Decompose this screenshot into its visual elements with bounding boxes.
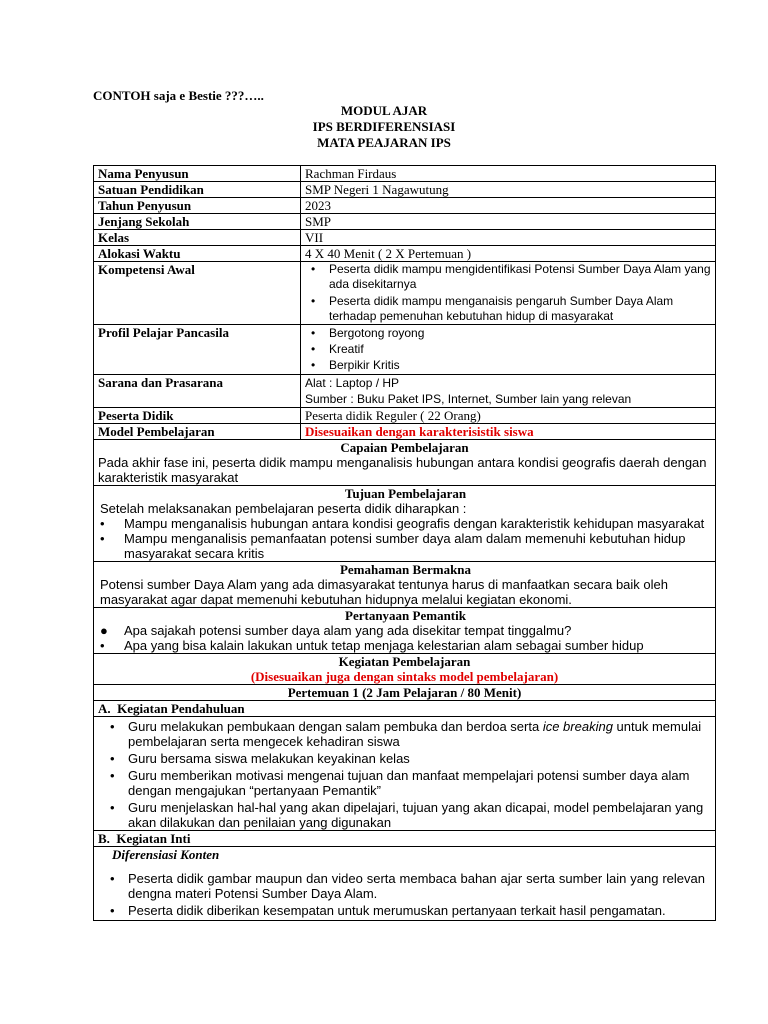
- kegiatan-heading: Kegiatan Pembelajaran: [338, 654, 471, 669]
- bullet-icon: •: [311, 326, 316, 340]
- kompetensi-item: Peserta didik mampu menganaisis pengaruh Sumber Daya Alam terhadap pemenuhan kebutuhan hidup di masyarakat: [329, 294, 674, 323]
- pemahaman-cell: [94, 562, 716, 608]
- label-satuan: Satuan Pendidikan: [94, 182, 301, 198]
- diferensiasi-konten-heading: Diferensiasi Konten: [112, 847, 220, 862]
- pertanyaan-cell: [94, 608, 716, 654]
- capaian-cell: [94, 440, 716, 486]
- kegiatan-subheading: (Disesuaikan juga dengan sintaks model pembelajaran): [250, 669, 559, 684]
- section-pertanyaan: [94, 608, 716, 654]
- label-alokasi: Alokasi Waktu: [94, 246, 301, 262]
- row-kompetensi: [94, 262, 716, 325]
- pendahuluan-heading: A. Kegiatan Pendahuluan: [94, 701, 716, 717]
- title-modul: MODUL AJAR: [340, 103, 428, 118]
- pertemuan-1-heading: Pertemuan 1 (2 Jam Pelajaran / 80 Menit): [94, 685, 716, 701]
- pemahaman-text: Potensi sumber Daya Alam yang ada dimasyarakat tentunya harus di manfaatkan secara baik oleh masyarakat agar dapat memenuhi kebutuhan hidupnya melalui kegiatan ekonomi.: [100, 577, 668, 607]
- row-nama-penyusun: [94, 166, 716, 182]
- pertanyaan-heading: Pertanyaan Pemantik: [345, 608, 466, 623]
- value-kompetensi: [301, 262, 716, 325]
- pendahuluan-item: Guru menjelaskan hal-hal yang akan dipelajari, tujuan yang akan dicapai, model pembelajaran yang akan dilakukan dan penilaian yang digunakan: [128, 800, 704, 830]
- row-pertemuan-1: [94, 685, 716, 701]
- bullet-icon: •: [110, 800, 115, 815]
- profil-item: Kreatif: [329, 342, 364, 356]
- section-tujuan: [94, 486, 716, 562]
- value-model: Disesuaikan dengan karakterisistik siswa: [301, 424, 716, 440]
- label-kelas: Kelas: [94, 230, 301, 246]
- inti-heading: B. Kegiatan Inti: [94, 831, 716, 847]
- profil-item: Berpikir Kritis: [329, 358, 400, 372]
- section-pemahaman: [94, 562, 716, 608]
- capaian-text: Pada akhir fase ini, peserta didik mampu menganalisis hubungan antara kondisi geografis daerah dengan karakteristik masyarakat: [98, 455, 707, 485]
- label-peserta: Peserta Didik: [94, 408, 301, 424]
- value-kelas: VII: [301, 230, 716, 246]
- row-peserta: [94, 408, 716, 424]
- tujuan-item: Mampu menganalisis hubungan antara kondisi geografis dengan karakteristik kehidupan masyarakat: [124, 516, 705, 531]
- bullet-icon: •: [110, 871, 115, 886]
- tujuan-item: Mampu menganalisis pemanfaatan potensi sumber daya alam dalam memenuhi kebutuhan hidup masyarakat secara kritis: [124, 531, 686, 561]
- value-sarana: [301, 375, 716, 408]
- bullet-icon: •: [110, 903, 115, 918]
- bullet-icon: •: [110, 768, 115, 783]
- section-capaian: [94, 440, 716, 486]
- section-pendahuluan: [94, 717, 716, 831]
- list-item: [104, 768, 711, 798]
- bullet-icon: •: [311, 358, 316, 372]
- label-kompetensi: Kompetensi Awal: [94, 262, 301, 325]
- row-tahun: [94, 198, 716, 214]
- row-sarana: [94, 375, 716, 408]
- list-item: [104, 800, 711, 830]
- kegiatan-cell: [94, 654, 716, 685]
- list-item: [104, 903, 705, 918]
- bullet-icon: •: [100, 531, 105, 546]
- section-kegiatan: [94, 654, 716, 685]
- label-nama-penyusun: Nama Penyusun: [94, 166, 301, 182]
- bullet-icon: •: [100, 638, 105, 653]
- kompetensi-list: [305, 262, 711, 324]
- row-model: [94, 424, 716, 440]
- pendahuluan-item-part: Guru melakukan pembukaan dengan salam pembuka dan berdoa serta: [128, 719, 543, 734]
- pendahuluan-list: [104, 719, 711, 830]
- tujuan-cell: [94, 486, 716, 562]
- value-peserta: Peserta didik Reguler ( 22 Orang): [301, 408, 716, 424]
- pendahuluan-cell: [94, 717, 716, 831]
- value-nama-penyusun: Rachman Firdaus: [301, 166, 716, 182]
- value-jenjang: SMP: [301, 214, 716, 230]
- list-item: [100, 623, 711, 638]
- bullet-icon: •: [311, 342, 316, 356]
- list-item: [305, 357, 711, 373]
- row-jenjang: [94, 214, 716, 230]
- tujuan-list: [100, 516, 711, 561]
- value-alokasi: 4 X 40 Menit ( 2 X Pertemuan ): [301, 246, 716, 262]
- tujuan-intro: Setelah melaksanakan pembelajaran peserta didik diharapkan :: [100, 501, 467, 516]
- inti-item: Peserta didik gambar maupun dan video serta membaca bahan ajar serta sumber lain yang relevan dengna materi Potensi Sumber Daya Alam.: [128, 871, 705, 901]
- inti-list: [104, 871, 705, 918]
- row-pendahuluan-heading: [94, 701, 716, 717]
- tujuan-heading: Tujuan Pembelajaran: [344, 486, 467, 501]
- list-item: [104, 871, 705, 901]
- document-note: CONTOH saja e Bestie ???…..: [93, 88, 264, 103]
- value-satuan: SMP Negeri 1 Nagawutung: [301, 182, 716, 198]
- title-ips: IPS BERDIFERENSIASI: [312, 119, 456, 134]
- row-alokasi: [94, 246, 716, 262]
- pendahuluan-item: Guru bersama siswa melakukan keyakinan kelas: [128, 751, 410, 766]
- row-profil: [94, 325, 716, 375]
- title-mata-pelajaran: MATA PEAJARAN IPS: [317, 135, 451, 150]
- inti-item: Peserta didik diberikan kesempatan untuk merumuskan pertanyaan terkait hasil pengamatan.: [128, 903, 666, 918]
- pertanyaan-item: Apa yang bisa kalain lakukan untuk tetap menjaga kelestarian alam sebagai sumber hidup: [124, 638, 644, 653]
- list-item: [305, 262, 711, 292]
- inti-cell: [94, 847, 716, 921]
- kompetensi-item: Peserta didik mampu mengidentifikasi Potensi Sumber Daya Alam yang ada disekitarnya: [329, 262, 711, 291]
- row-inti-heading: [94, 831, 716, 847]
- pertanyaan-item: Apa sajakah potensi sumber daya alam yang ada disekitar tempat tinggalmu?: [124, 623, 572, 638]
- bullet-icon: •: [110, 719, 115, 734]
- sarana-alat: Alat : Laptop / HP: [305, 376, 400, 390]
- value-profil: [301, 325, 716, 375]
- pertanyaan-list: [100, 623, 711, 653]
- list-item: [100, 638, 711, 653]
- bullet-icon: •: [311, 262, 316, 276]
- bullet-icon: •: [110, 751, 115, 766]
- label-tahun: Tahun Penyusun: [94, 198, 301, 214]
- profil-list: [305, 325, 711, 373]
- row-satuan: [94, 182, 716, 198]
- label-profil: Profil Pelajar Pancasila: [94, 325, 301, 375]
- list-item: [305, 341, 711, 357]
- sarana-sumber: Sumber : Buku Paket IPS, Internet, Sumber lain yang relevan: [305, 392, 632, 406]
- value-tahun: 2023: [301, 198, 716, 214]
- list-item: [100, 516, 711, 531]
- label-sarana: Sarana dan Prasarana: [94, 375, 301, 408]
- capaian-heading: Capaian Pembelajaran: [340, 440, 469, 455]
- list-item: [104, 751, 711, 766]
- label-model: Model Pembelajaran: [94, 424, 301, 440]
- label-jenjang: Jenjang Sekolah: [94, 214, 301, 230]
- profil-item: Bergotong royong: [329, 326, 425, 340]
- pemahaman-heading: Pemahaman Bermakna: [339, 562, 472, 577]
- list-item: [305, 325, 711, 341]
- ice-breaking-term: ice breaking: [542, 719, 613, 734]
- list-item: [100, 531, 711, 561]
- module-table: [93, 165, 716, 921]
- bullet-icon: •: [100, 516, 105, 531]
- bullet-icon: •: [311, 294, 316, 308]
- pendahuluan-item-part: untuk memulai pembelajaran serta mengecek kehadiran siswa: [128, 719, 702, 749]
- section-inti: [94, 847, 716, 921]
- list-item: [305, 294, 711, 324]
- pendahuluan-item: Guru memberikan motivasi mengenai tujuan dan manfaat mempelajari potensi sumber daya alam dengan mengajukan “pertanyaan Pemantik”: [128, 768, 690, 798]
- bullet-icon: ●: [100, 623, 108, 638]
- row-kelas: [94, 230, 716, 246]
- list-item: [104, 719, 711, 749]
